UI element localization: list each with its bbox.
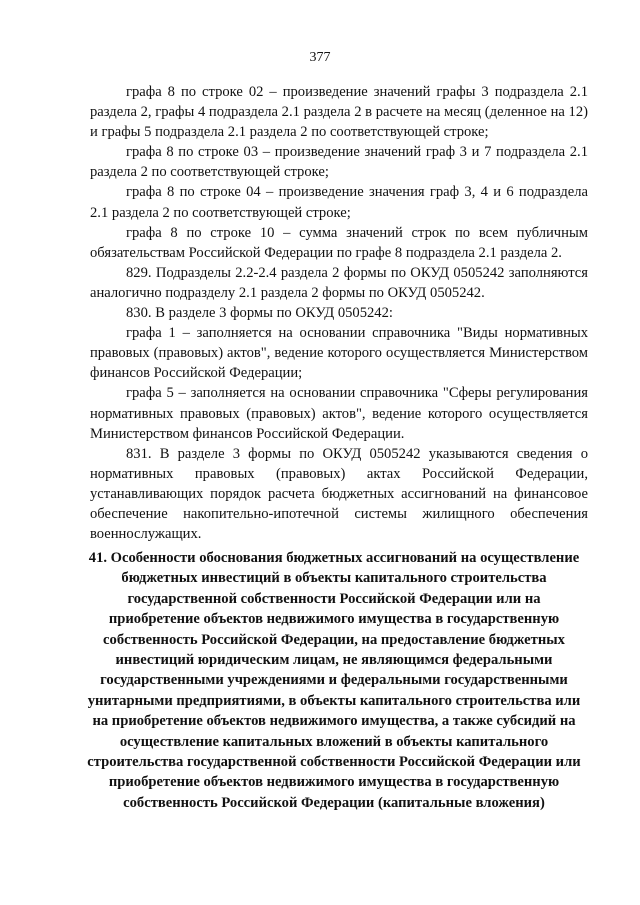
paragraph-831: 831. В разделе 3 формы по ОКУД 0505242 указываются сведения о нормативных правовых (правовых) актах Российской Федерации, устанавливающих порядок расчета бюджетных ассигнований на финансовое обеспечение накопительно-ипотечной системы жилищного обеспечения военнослужащих. — [90, 445, 588, 543]
paragraph-grafa8-row10: графа 8 по строке 10 – сумма значений строк по всем публичным обязательствам Российской Федерации по графе 8 подраздела 2.1 раздела 2. — [90, 224, 588, 261]
paragraph-grafa8-row03: графа 8 по строке 03 – произведение значений граф 3 и 7 подраздела 2.1 раздела 2 по соответствующей строке; — [90, 144, 588, 181]
page-number: 377 — [309, 50, 331, 65]
paragraph-grafa1: графа 1 – заполняется на основании справочника "Виды нормативных правовых (правовых) актов", ведение которого осуществляется Министерством финансов Российской Федерации; — [90, 325, 588, 382]
paragraph-829: 829. Подразделы 2.2-2.4 раздела 2 формы по ОКУД 0505242 заполняются аналогично подразделу 2.1 раздела 2 формы по ОКУД 0505242. — [90, 264, 588, 301]
paragraph-grafa8-row02: графа 8 по строке 02 – произведение значений графы 3 подраздела 2.1 раздела 2, графы 4 подраздела 2.1 раздела 2 в расчете на месяц (деленное на 12) и графы 5 подраздела 2.1 раздела 2 по соответствующей строке; — [90, 84, 588, 141]
paragraph-grafa5: графа 5 – заполняется на основании справочника "Сферы регулирования нормативных правовых (правовых) актов", ведение которого осуществляется Министерством финансов Российской Федерации. — [90, 385, 588, 442]
body-text — [90, 82, 588, 544]
section-heading: 41. Особенности обоснования бюджетных ассигнований на осуществление бюджетных инвестиций в объекты капитального строительства государственной собственности Российской Федерации или на приобретение объектов недвижимого имущества в государственную собственность Российской Федерации, на предоставление бюджетных инвестиций юридическим лицам, не являющимся федеральными государственными учреждениями и федеральными государственными унитарными предприятиями, в объекты капитального строительства или на приобретение объектов недвижимого имущества, а также субсидий на осуществление капитальных вложений в объекты капитального строительства государственной собственности Российской Федерации или приобретение объектов недвижимого имущества в государственную собственность Российской Федерации (капитальные вложения) — [87, 550, 581, 811]
paragraph-830: 830. В разделе 3 формы по ОКУД 0505242: — [126, 305, 393, 322]
paragraph-grafa8-row04: графа 8 по строке 04 – произведение значения граф 3, 4 и 6 подраздела 2.1 раздела 2 по соответствующей строке; — [90, 184, 588, 221]
